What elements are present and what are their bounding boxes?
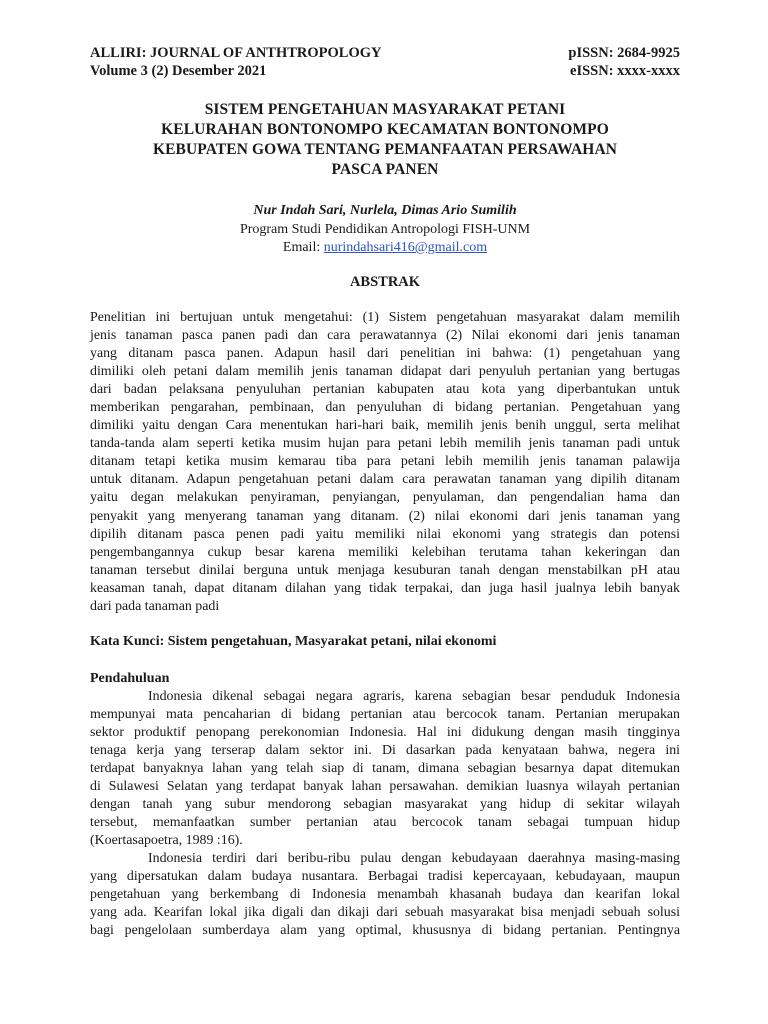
keywords: Kata Kunci: Sistem pengetahuan, Masyarakat petani, nilai ekonomi: [90, 633, 497, 649]
body-line: terdapat banyaknya lahan yang telah siap di tanam, dimana sebagian besarnya dapat ditemukan: [90, 760, 680, 776]
abstract-line: yang ditanam pasca panen. Adapun hasil dari penelitian ini bahwa: (1) pengetahuan yang: [90, 346, 680, 362]
abstract-heading: ABSTRAK: [349, 274, 421, 290]
eissn: eISSN: xxxx-xxxx: [570, 63, 680, 79]
journal-header: [90, 44, 680, 80]
body-line: pengetahuan yang berkembang di Indonesia menambah khasanah budaya dan kearifan lokal: [90, 887, 680, 903]
journal-volume: Volume 3 (2) Desember 2021: [90, 63, 267, 79]
body-line: Indonesia terdiri dari beribu-ribu pulau dengan kebudayaan daerahnya masing-masing: [148, 851, 680, 867]
authors: Nur Indah Sari, Nurlela, Dimas Ario Sumilih: [253, 203, 517, 218]
body-line: dengan tanah yang subur mendorong sebagian masyarakat yang hidup di sekitar wilayah: [90, 797, 680, 813]
affiliation: Program Studi Pendidikan Antropologi FISH-UNM: [239, 222, 531, 237]
abstract-line: jenis tanaman pasca panen padi dan cara perawatannya (2) Nilai ekonomi dari jenis tanaman: [90, 328, 680, 344]
body-line: yang ada. Kearifan lokal jika digali dan dikaji dari sebuah masyarakat bisa menjadi sebuah solusi: [90, 905, 680, 921]
section-heading-introduction: Pendahuluan: [90, 670, 170, 686]
body-line: sektor produktif penopang perekonomian Indonesia. Hal ini didukung dengan masih tingginya: [90, 724, 680, 740]
introduction-paragraph-2: [90, 850, 680, 940]
body-line: mempunyai mata pencaharian di bidang pertanian atau bercocok tanam. Pertanian merupakan: [90, 706, 680, 722]
title-line: PASCA PANEN: [331, 161, 439, 178]
journal-header-right: [568, 44, 680, 80]
abstract-line: dari pada tanaman padi: [90, 598, 220, 614]
body-line: Indonesia dikenal sebagai negara agraris, karena sebagian besar penduduk Indonesia: [148, 688, 680, 704]
abstract-line: yaitu degan melakukan penyiraman, penyiangan, penyulaman, dan pengendalian hama dan: [90, 490, 680, 506]
title-line: KELURAHAN BONTONOMPO KECAMATAN BONTONOMPO: [161, 121, 609, 138]
email-label: Email:: [282, 240, 324, 255]
abstract-body: [90, 309, 680, 616]
email-line: [90, 239, 680, 257]
title-line: KEBUPATEN GOWA TENTANG PEMANFAATAN PERSAWAHAN: [152, 141, 618, 158]
paper-title: [90, 100, 680, 180]
paper-page: [90, 44, 680, 940]
abstract-line: pengembangannya cukup besar karena memiliki kelebihan terutama tahan kekeringan dan: [90, 544, 680, 560]
journal-header-left: [90, 44, 382, 80]
title-line: SISTEM PENGETAHUAN MASYARAKAT PETANI: [204, 101, 566, 118]
abstract-line: tanda-tanda alam seperti ketika musim hujan para petani lebih memilih jenis tanaman padi untuk: [90, 436, 680, 452]
abstract-line: dimiliki oleh petani dalam memilih jenis tanaman didapat dari penyuluh pertanian yang bertugas: [90, 364, 680, 380]
abstract-line: penyakit yang menyerang tanaman yang ditanam. (2) nilai ekonomi dari jenis tanaman yang: [90, 508, 680, 524]
abstract-line: tanaman tersebut dinilai berguna untuk menjaga kesuburan tanah dengan menstabilkan pH atau: [90, 562, 680, 578]
abstract-line: dari badan pelaksana penyuluhan pertanian kabupaten atau kota yang diperbantukan untuk: [90, 382, 680, 398]
abstract-line: keasaman tanah, dapat ditanam dilahan yang tidak terpakai, dan juga hasil jualnya lebih banyak: [90, 580, 680, 596]
email-link[interactable]: nurindahsari416@gmail.com: [323, 240, 488, 255]
pissn: pISSN: 2684-9925: [568, 45, 680, 61]
abstract-line: Penelitian ini bertujuan untuk mengetahui: (1) Sistem pengetahuan masyarakat dalam memilih: [90, 310, 680, 325]
abstract-line: dimiliki yaitu dengan Cara menentukan hari-hari baik, memilih jenis benih unggul, serta melihat: [90, 418, 680, 434]
body-line: yang dipersatukan dalam budaya nusantara. Berbagai tradisi kepercayaan, kebudayaan, maupun: [90, 869, 680, 885]
journal-name: ALLIRI: JOURNAL OF ANTHTROPOLOGY: [90, 45, 382, 61]
body-line: bagi pengelolaan sumberdaya alam yang optimal, khususnya di bidang pertanian. Pentingnya: [90, 923, 680, 939]
abstract-line: ditanam tetapi ketika musim kemarau tiba para petani lebih memilih jenis tanaman palawija: [90, 454, 680, 470]
abstract-line: memberikan pengarahan, pembinaan, dan penyuluhan di bidang pertanian. Pengetahuan yang: [90, 400, 680, 416]
body-line: di Sulawesi Selatan yang terdapat banyak lahan persawahan. demikian luasnya wilayah pertanian: [90, 779, 680, 795]
body-line: tenaga kerja yang terserap dalam sektor ini. Di dasarkan pada kenyataan bahwa, negera ini: [90, 742, 680, 758]
abstract-line: dipilih ditanam pasca penen padi yaitu memiliki nilai ekonomi yang strategis dan potensi: [90, 526, 680, 542]
body-line: (Koertasapoetra, 1989 :16).: [90, 833, 243, 849]
body-line: tersebut, memanfaatkan sumber pertanian atau bercocok tanam sebagai tumpuan hidup: [90, 815, 680, 831]
abstract-line: untuk ditanam. Adapun pengetahuan petani dalam cara perawatan tanaman yang dipilih ditanam: [90, 472, 680, 488]
introduction-paragraph-1: [90, 688, 680, 850]
